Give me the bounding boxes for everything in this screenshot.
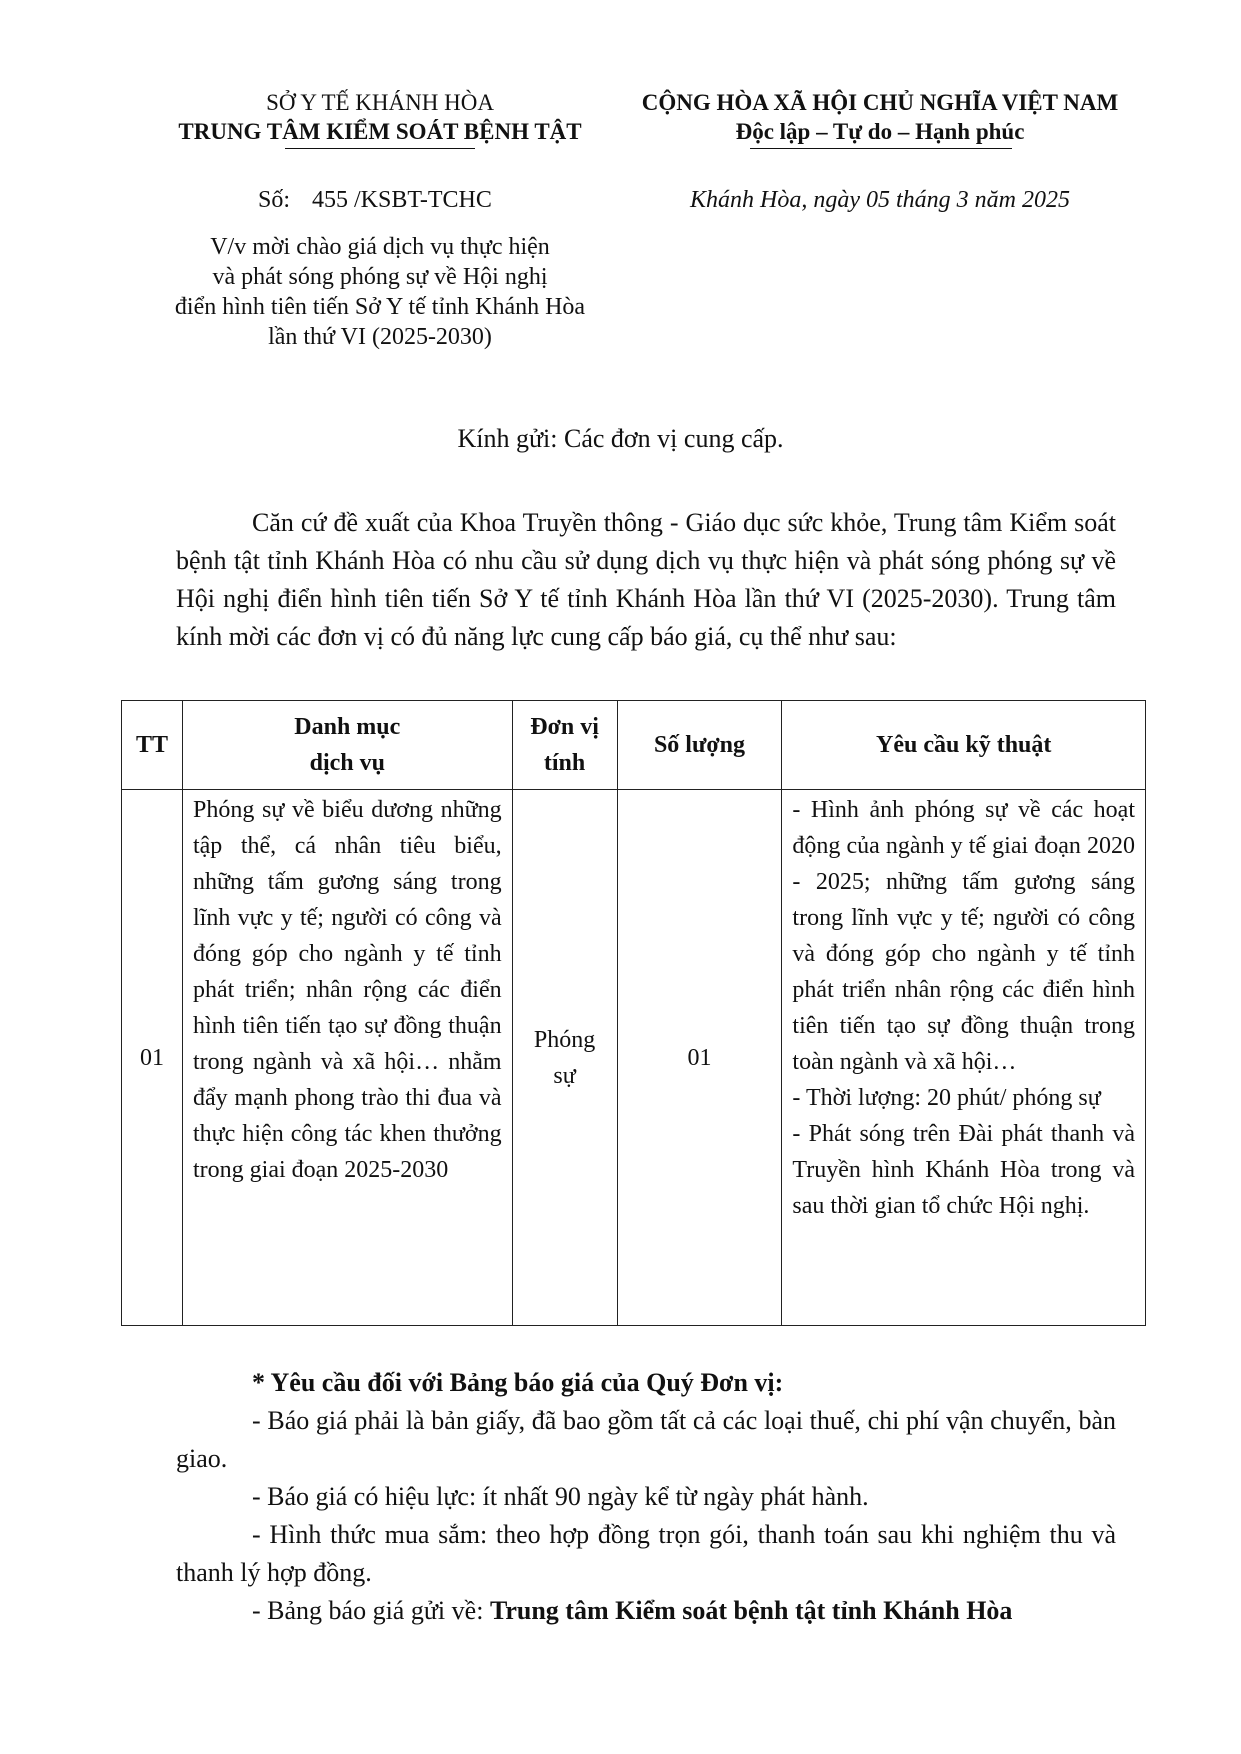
subject-line: và phát sóng phóng sự về Hội nghị — [212, 264, 548, 290]
requirement-last-address: Trung tâm Kiểm soát bệnh tật tỉnh Khánh Hòa — [489, 1596, 1013, 1625]
salutation: Kính gửi: Các đơn vị cung cấp. — [457, 424, 784, 453]
requirement-item-last — [176, 1592, 1116, 1630]
requirement-item: - Hình thức mua sắm: theo hợp đồng trọn gói, thanh toán sau khi nghiệm thu và thanh lý hợp đồng. — [176, 1520, 1116, 1587]
date-month-year: tháng 3 năm 2025 — [896, 187, 1070, 213]
cell-service: Phóng sự về biểu dương những tập thể, cá nhân tiêu biểu, những tấm gương sáng trong lĩnh vực y tế; người có công và đóng góp cho ngành y tế tỉnh phát triển; nhân rộng các điển hình tiên tiến tạo sự đồng thuận trong ngành và xã hội… nhằm đẩy mạnh phong trào thi đua và thực hiện công tác khen thưởng trong giai đoạn 2025-2030 — [182, 790, 512, 1326]
header-left — [150, 88, 610, 146]
org-underline — [285, 148, 475, 149]
number-suffix: /KSBT-TCHC — [354, 187, 492, 213]
header-right — [630, 88, 1130, 146]
cell-qty: 01 — [617, 790, 782, 1326]
requirements-section — [176, 1364, 1116, 1630]
header-service-line: dịch vụ — [309, 750, 385, 776]
header-spec: Yêu cầu kỹ thuật — [782, 701, 1146, 790]
subject-line: điển hình tiên tiến Sở Y tế tỉnh Khánh Hòa — [174, 294, 586, 320]
header-qty: Số lượng — [617, 701, 782, 790]
number-label: Số: — [258, 187, 291, 213]
subject-line: V/v mời chào giá dịch vụ thực hiện — [210, 234, 550, 260]
motto: Độc lập – Tự do – Hạnh phúc — [735, 119, 1025, 144]
place-date — [690, 186, 1150, 215]
organization-name: TRUNG TÂM KIỂM SOÁT BỆNH TẬT — [178, 119, 582, 144]
date-day: 05 — [866, 187, 890, 213]
table-row — [122, 790, 1146, 1326]
country-name: CỘNG HÒA XÃ HỘI CHỦ NGHĨA VIỆT NAM — [641, 90, 1119, 115]
requirement-item: - Báo giá có hiệu lực: ít nhất 90 ngày kể từ ngày phát hành. — [252, 1482, 869, 1511]
requirements-title: * Yêu cầu đối với Bảng báo giá của Quý Đơn vị: — [252, 1368, 784, 1397]
header-tt: TT — [122, 701, 183, 790]
motto-underline — [750, 148, 1012, 149]
cell-spec — [782, 790, 1146, 1326]
header-unit-line: tính — [543, 750, 586, 776]
requirement-last-prefix: - Bảng báo giá gửi về: — [252, 1596, 490, 1625]
table-header-row — [122, 701, 1146, 790]
quotation-table — [121, 700, 1146, 1326]
spec-item: - Phát sóng trên Đài phát thanh và Truyền hình Khánh Hòa trong và sau thời gian tổ chức Hội nghị. — [792, 1121, 1135, 1219]
header-unit — [512, 701, 617, 790]
requirement-item: - Báo giá phải là bản giấy, đã bao gồm tất cả các loại thuế, chi phí vận chuyển, bàn giao. — [176, 1406, 1116, 1473]
document-number — [258, 186, 598, 215]
subject — [140, 232, 620, 352]
spec-item: - Hình ảnh phóng sự về các hoạt động của ngành y tế giai đoạn 2020 - 2025; những tấm gương sáng trong lĩnh vực y tế; người có công và đóng góp cho ngành y tế tỉnh phát triển nhân rộng các điển hình tiên tiến tạo sự đồng thuận trong toàn ngành và xã hội… — [792, 797, 1135, 1075]
cell-unit: Phóng sự — [512, 790, 617, 1326]
intro-paragraph: Căn cứ đề xuất của Khoa Truyền thông - Giáo dục sức khỏe, Trung tâm Kiểm soát bệnh tật tỉnh Khánh Hòa có nhu cầu sử dụng dịch vụ thực hiện và phát sóng phóng sự về Hội nghị điển hình tiên tiến Sở Y tế tỉnh Khánh Hòa lần thứ VI (2025-2030). Trung tâm kính mời các đơn vị có đủ năng lực cung cấp báo giá, cụ thể như sau: — [176, 508, 1116, 651]
department-name: SỞ Y TẾ KHÁNH HÒA — [266, 90, 494, 115]
place-date-prefix: Khánh Hòa, ngày — [690, 187, 860, 213]
subject-line: lần thứ VI (2025-2030) — [268, 324, 492, 350]
header-unit-line: Đơn vị — [530, 714, 599, 740]
cell-tt: 01 — [122, 790, 183, 1326]
spec-item: - Thời lượng: 20 phút/ phóng sự — [792, 1085, 1101, 1111]
header-service-line: Danh mục — [294, 714, 401, 740]
number-value: 455 — [312, 187, 349, 213]
header-service — [182, 701, 512, 790]
